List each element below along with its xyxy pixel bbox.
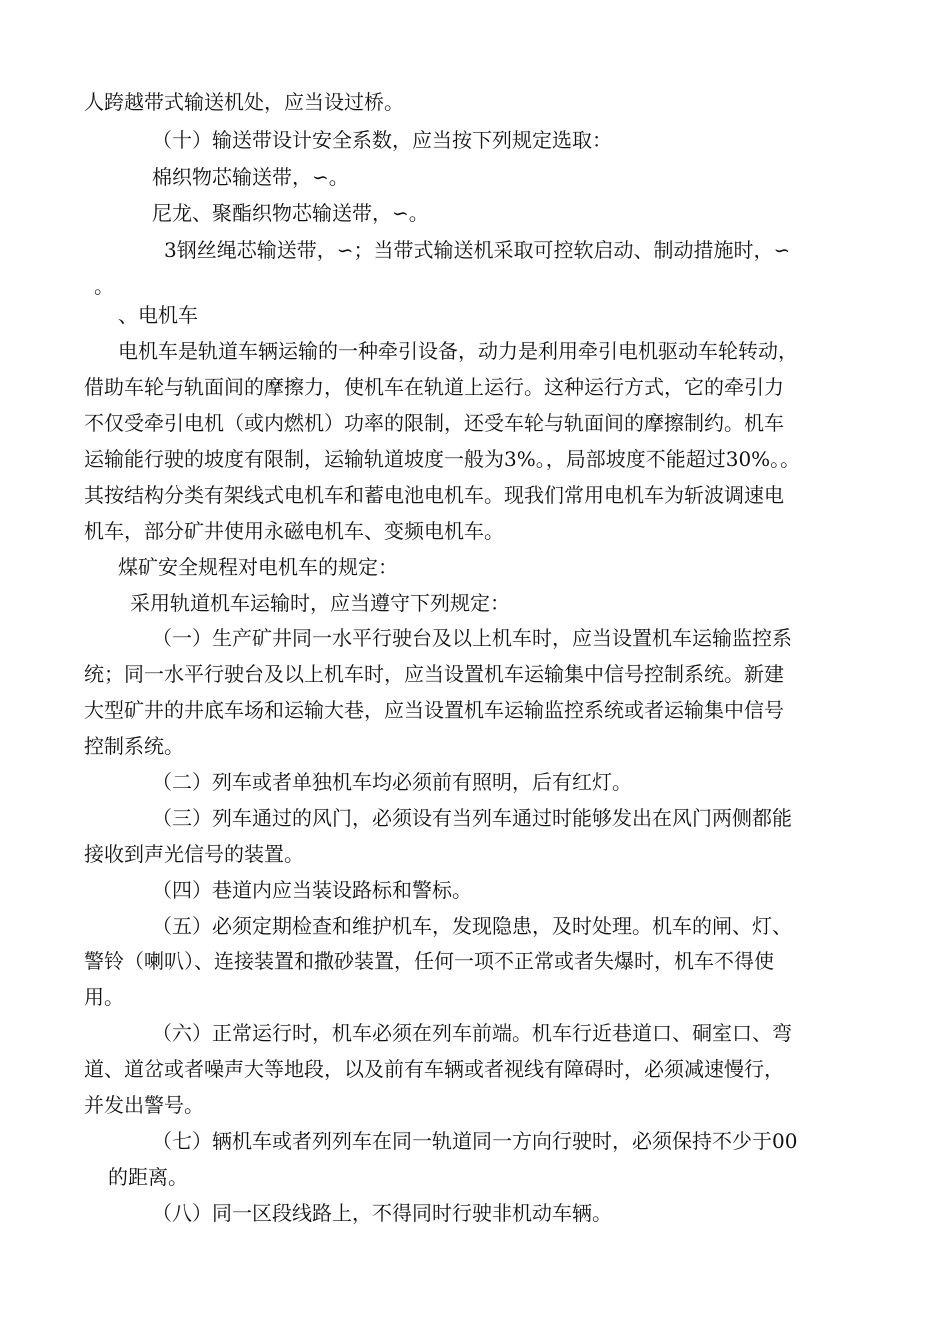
text-line: 借助车轮与轨面间的摩擦力，使机车在轨道上运行。这种运行方式，它的牵引力 <box>84 375 784 399</box>
text-line: 不仅受牵引电机（或内燃机）功率的限制，还受车轮与轨面间的摩擦制约。机车 <box>84 411 784 435</box>
text-line: 道、道岔或者噪声大等地段，以及前有车辆或者视线有障碍时，必须减速慢行， <box>84 1057 784 1081</box>
text-line: （四）巷道内应当装设路标和警标。 <box>152 878 472 902</box>
text-line: （七）辆机车或者列列车在同一轨道同一方向行驶时，必须保持不少于00 <box>152 1129 798 1153</box>
text-line: （十）输送带设计安全系数，应当按下列规定选取： <box>152 128 612 152</box>
text-line: 电机车是轨道车辆运输的一种牵引设备，动力是利用牵引电机驱动车轮转动， <box>118 339 798 363</box>
text-line: （六）正常运行时，机车必须在列车前端。机车行近巷道口、硐室口、弯 <box>152 1021 792 1045</box>
text-line: 煤矿安全规程对电机车的规定： <box>118 555 398 579</box>
text-line: 的距离。 <box>108 1165 188 1189</box>
text-line: （八）同一区段线路上，不得同时行驶非机动车辆。 <box>152 1201 612 1225</box>
text-line: 并发出警号。 <box>84 1093 204 1117</box>
text-line: 3钢丝绳芯输送带，∽；当带式输送机采取可控软启动、制动措施时，∽ <box>164 238 791 262</box>
text-line: （五）必须定期检查和维护机车，发现隐患，及时处理。机车的闸、灯、 <box>152 914 792 938</box>
text-line: 人跨越带式输送机处，应当设过桥。 <box>84 90 404 114</box>
text-line: 接收到声光信号的装置。 <box>84 842 304 866</box>
text-line: 运输能行驶的坡度有限制，运输轨道坡度一般为3%。，局部坡度不能超过30%。。 <box>84 447 801 471</box>
text-line: 棉织物芯输送带，∽。 <box>152 165 349 189</box>
text-line: 机车，部分矿井使用永磁电机车、变频电机车。 <box>84 519 504 543</box>
text-line: 。 <box>94 274 114 298</box>
text-line: 采用轨道机车运输时，应当遵守下列规定： <box>130 591 510 615</box>
text-line: 控制系统。 <box>84 734 184 758</box>
text-line: 其按结构分类有架线式电机车和蓄电池电机车。现我们常用电机车为斩波调速电 <box>84 483 784 507</box>
text-line: 大型矿井的井底车场和运输大巷，应当设置机车运输监控系统或者运输集中信号 <box>84 698 784 722</box>
text-line: 用。 <box>84 985 124 1009</box>
text-line: （二）列车或者单独机车均必须前有照明，后有红灯。 <box>152 770 632 794</box>
text-line: 警铃（喇叭）、连接装置和撒砂装置，任何一项不正常或者失爆时，机车不得使 <box>84 949 774 973</box>
text-line: （一）生产矿井同一水平行驶台及以上机车时，应当设置机车运输监控系 <box>152 626 792 650</box>
text-line: 统；同一水平行驶台及以上机车时，应当设置机车运输集中信号控制系统。新建 <box>84 662 784 686</box>
section-heading: 、电机车 <box>118 303 198 327</box>
text-line: （三）列车通过的风门，必须设有当列车通过时能够发出在风门两侧都能 <box>152 806 792 830</box>
text-line: 尼龙、聚酯织物芯输送带，∽。 <box>152 201 429 225</box>
